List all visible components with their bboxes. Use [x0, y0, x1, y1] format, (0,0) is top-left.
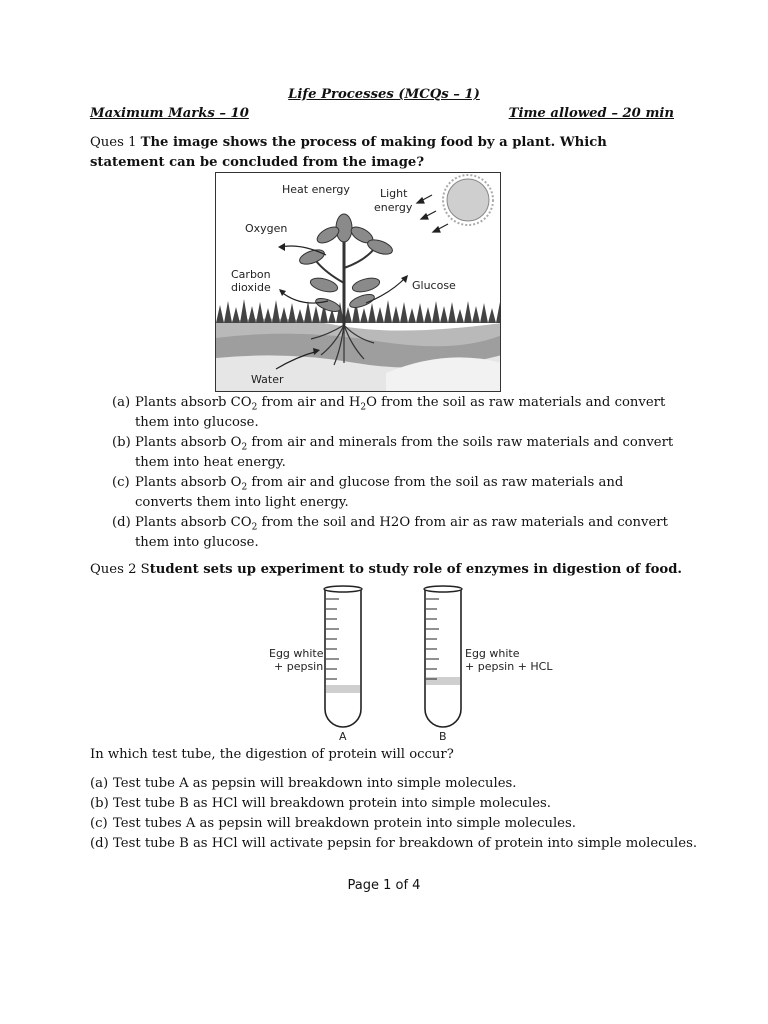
option-label: (c) — [112, 475, 130, 490]
option-label: (a) — [112, 395, 131, 410]
figure-label-heat-energy: Heat energy — [282, 183, 350, 196]
question-2-option-c — [90, 814, 700, 834]
question-1-text: The image shows the process of making food by a plant. Which statement can be concluded from the image? — [90, 135, 607, 170]
option-text: Test tube B as HCl will breakdown protein into simple molecules. — [113, 796, 551, 811]
document-title: Life Processes (MCQs – 1) — [288, 87, 480, 102]
option-text: Plants absorb $CO_2$ from air and $H_2O$ from the soil as raw materials and convert them into glucose. — [135, 395, 666, 430]
option-text: Plants absorb $O_2$ from air and glucose from the soil as raw materials and converts them into light energy. — [135, 475, 624, 510]
option-text: Test tube A as pepsin will breakdown into simple molecules. — [113, 776, 517, 791]
tube-a-label-line1: Egg white — [269, 647, 324, 660]
figure-label-dioxide: dioxide — [231, 281, 271, 294]
maximum-marks: Maximum Marks – 10 — [90, 106, 249, 121]
tube-b-label-line2: + pepsin + HCL — [465, 660, 553, 673]
question-1-option-c — [112, 473, 682, 513]
figure-label-carbon: Carbon — [231, 268, 271, 281]
question-1 — [90, 133, 680, 173]
question-2 — [90, 560, 690, 580]
question-2-options — [90, 774, 700, 854]
option-label: (c) — [90, 816, 108, 831]
question-2-option-b — [90, 794, 700, 814]
tube-b-letter: B — [439, 730, 447, 743]
option-text: Test tubes A as pepsin will breakdown protein into simple molecules. — [113, 816, 576, 831]
question-2-subquestion: In which test tube, the digestion of protein will occur? — [90, 747, 454, 762]
photosynthesis-figure — [215, 172, 501, 392]
tube-b-label-line1: Egg white — [465, 647, 520, 660]
page-number: Page 1 of 4 — [347, 878, 421, 893]
question-1-option-b — [112, 433, 682, 473]
time-allowed: Time allowed – 20 min — [508, 106, 674, 121]
option-label: (d) — [90, 836, 109, 851]
tube-a-label-line2: + pepsin — [274, 660, 324, 673]
question-1-option-a — [112, 393, 682, 433]
option-label: (b) — [90, 796, 109, 811]
option-label: (a) — [90, 776, 109, 791]
figure-label-energy: energy — [374, 201, 413, 214]
question-2-option-d — [90, 834, 700, 854]
question-2-number: Ques 2 S — [90, 562, 150, 577]
figure-label-water: Water — [251, 373, 284, 386]
option-label: (b) — [112, 435, 131, 450]
question-2-text: tudent sets up experiment to study role of enzymes in digestion of food. — [149, 562, 683, 577]
tube-a-letter: A — [339, 730, 347, 743]
option-text: Test tube B as HCl will activate pepsin for breakdown of protein into simple molecules. — [113, 836, 698, 851]
option-text: Plants absorb $O_2$ from air and minerals from the soils raw materials and convert them into heat energy. — [135, 435, 674, 470]
question-2-option-a — [90, 774, 700, 794]
figure-label-glucose: Glucose — [412, 279, 456, 292]
option-text: Plants absorb $CO_2$ from the soil and H2O from air as raw materials and convert them into glucose. — [135, 515, 668, 550]
option-label: (d) — [112, 515, 131, 530]
question-1-number: Ques 1 — [90, 135, 141, 150]
question-1-options — [112, 393, 682, 553]
figure-label-oxygen: Oxygen — [245, 222, 288, 235]
figure-label-light: Light — [380, 187, 408, 200]
question-1-option-d — [112, 513, 682, 553]
test-tube-figure — [255, 585, 555, 745]
